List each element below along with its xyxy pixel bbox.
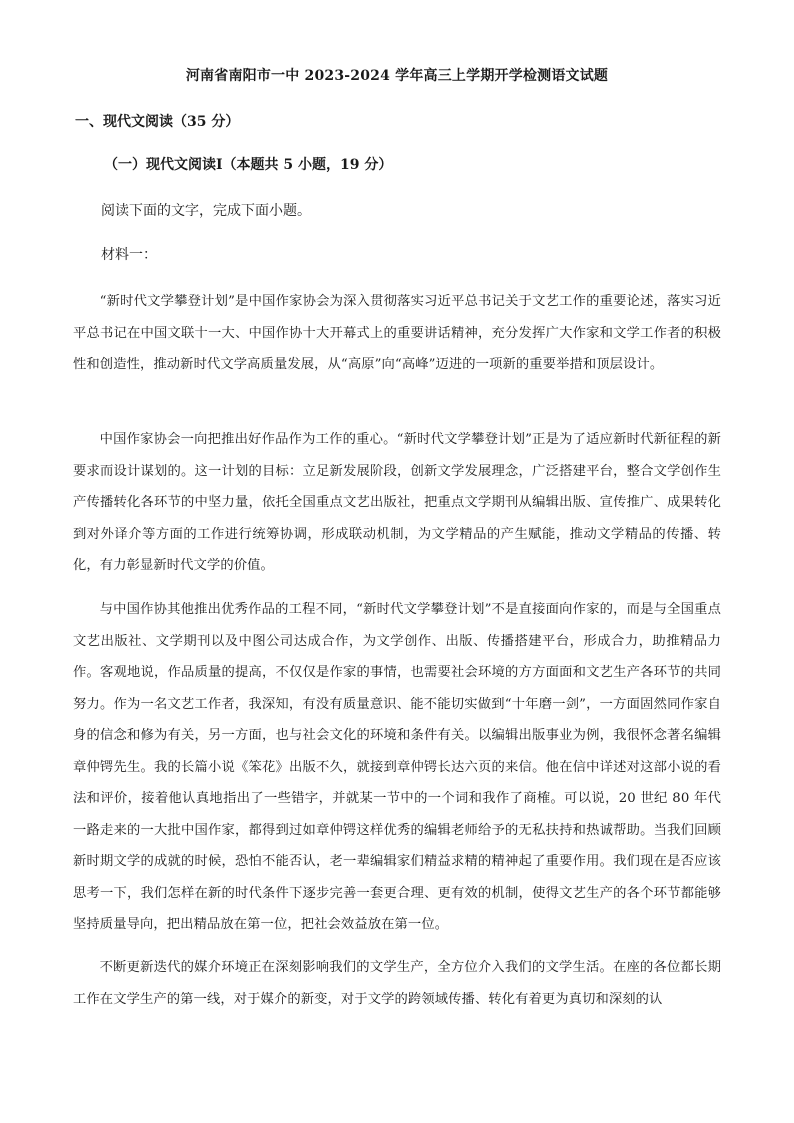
document-title: 河南省南阳市一中 2023-2024 学年高三上学期开学检测语文试题 — [185, 68, 609, 84]
material-label: 材料一： — [101, 247, 157, 263]
paragraph-2: 中国作家协会一向把推出好作品作为工作的重心。“新时代文学攀登计划”正是为了适应新时代新征程的新要求而设计谋划的。这一计划的目标：立足新发展阶段，创新文学发展理念，广泛搭建平台，整合文学创作生产传播转化各环节的中坚力量，依托全国重点文艺出版社，把重点文学期刊从编辑出版、宣传推广、成果转化到对外译介等方面的工作进行统筹协调，形成联动机制，为文学精品的产生赋能，推动文学精品的传播、转化，有力彰显新时代文学的价值。 — [73, 432, 721, 573]
section-heading: 一、现代文阅读（35 分） — [75, 114, 240, 130]
paragraph-1: “新时代文学攀登计划”是中国作家协会为深入贯彻落实习近平总书记关于文艺工作的重要论述，落实习近平总书记在中国文联十一大、中国作协十大开幕式上的重要讲话精神，充分发挥广大作家和文学工作者的积极性和创造性，推动新时代文学高质量发展，从“高原”向“高峰”迈进的一项新的重要举措和顶层设计。 — [73, 294, 721, 372]
reading-instruction: 阅读下面的文字，完成下面小题。 — [101, 203, 311, 219]
paragraph-4: 不断更新迭代的媒介环境正在深刻影响我们的文学生产，全方位介入我们的文学生活。在座的各位都长期工作在文学生产的第一线，对于媒介的新变，对于文学的跨领域传播、转化有着更为真切和深刻的认 — [73, 960, 721, 1007]
paragraph-3: 与中国作协其他推出优秀作品的工程不同，“新时代文学攀登计划”不是直接面向作家的，而是与全国重点文艺出版社、文学期刊以及中图公司达成合作，为文学创作、出版、传播搭建平台，形成合力，助推精品力作。客观地说，作品质量的提高，不仅仅是作家的事情，也需要社会环境的方方面面和文艺生产各环节的共同努力。作为一名文艺工作者，我深知，有没有质量意识、能不能切实做到“十年磨一剑”，一方面固然同作家自身的信念和修为有关，另一方面，也与社会文化的环境和条件有关。以编辑出版事业为例，我很怀念著名编辑章仲锷先生。我的长篇小说《笨花》出版不久，就接到章仲锷长达六页的来信。他在信中详述对这部小说的看法和评价，接着他认真地指出了一些错字，并就某一节中的一个词和我作了商榷。可以说，20 世纪 80 年代一路走来的一大批中国作家，都得到过如章仲锷这样优秀的编辑老师给予的无私扶持和热诚帮助。当我们回顾新时期文学的成就的时候，恐怕不能否认，老一辈编辑家们精益求精的精神起了重要作用。我们现在是否应该思考一下，我们怎样在新的时代条件下逐步完善一套更合理、更有效的机制，使得文艺生产的各个环节都能够坚持质量导向，把出精品放在第一位，把社会效益放在第一位。 — [73, 602, 721, 932]
sub-section-heading: （一）现代文阅读Ⅰ（本题共 5 小题，19 分） — [104, 157, 393, 173]
